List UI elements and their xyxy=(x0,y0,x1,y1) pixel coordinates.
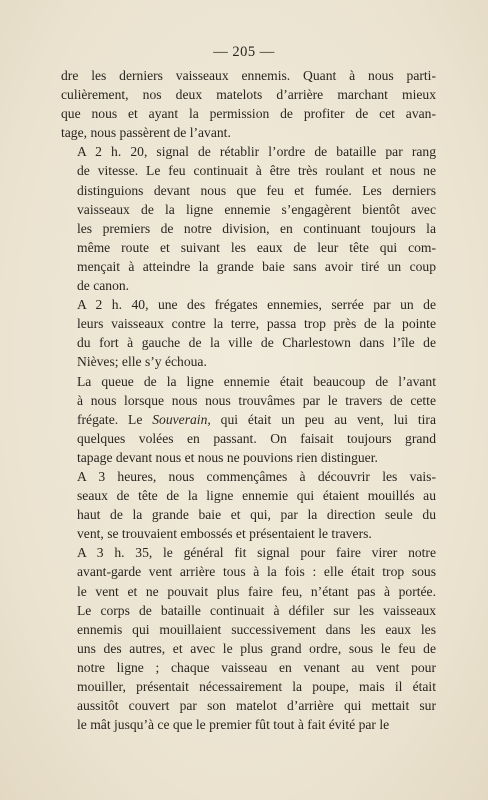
body-text xyxy=(61,66,436,734)
text-line: frégate. Le Souverain, qui était un peu au vent, lui tira xyxy=(77,411,436,427)
text-line: uns des autres, et avec le plus grand ordre, sous le feu de xyxy=(77,640,436,656)
text-line: mençait à atteindre la grande baie sans avoir tiré un coup xyxy=(77,258,436,274)
text-line: vaisseaux de la ligne ennemie s’engagèrent bientôt avec xyxy=(77,201,436,217)
text-line: aussitôt couvert par son matelot d’arrière qui mettait sur xyxy=(77,698,436,714)
text-line: le mât jusqu’à ce que le premier fût tout à fait évité par le xyxy=(77,717,390,733)
text-line: A 3 h. 35, le général fit signal pour faire virer notre xyxy=(77,545,436,561)
text-line: le vent et ne pouvait plus faire feu, n’étant pas à portée. xyxy=(77,583,436,599)
text-line: La queue de la ligne ennemie était beaucoup de l’avant xyxy=(77,373,436,389)
text-line: dre les derniers vaisseaux ennemis. Quant à nous parti- xyxy=(61,68,436,83)
paragraph xyxy=(61,372,436,467)
text-line: mouiller, présentait nécessairement la poupe, mais il était xyxy=(77,679,436,694)
text-line: de canon. xyxy=(77,278,130,294)
text-line: A 3 heures, nous commençâmes à découvrir les vais- xyxy=(77,468,436,484)
text-line: que nous et ayant la permission de profiter de cet avan- xyxy=(61,106,436,122)
text-line: du fort à gauche de la ville de Charlestown dans l’île de xyxy=(77,335,436,351)
page-number: — 205 — xyxy=(213,44,275,60)
text-line: A 2 h. 20, signal de rétablir l’ordre de bataille par rang xyxy=(77,144,436,160)
text-line: tapage devant nous et nous ne pouvions rien distinguer. xyxy=(77,449,378,465)
paragraph xyxy=(61,66,436,142)
paragraph xyxy=(61,543,436,734)
text-line: tage, nous passèrent de l’avant. xyxy=(61,125,231,141)
text-line: avant-garde vent arrière tous à la fois : elle était trop sous xyxy=(77,564,436,580)
paragraph xyxy=(61,142,436,295)
italic-text: Souverain, xyxy=(152,411,211,427)
text-line: Nièves; elle s’y échoua. xyxy=(77,354,207,370)
text-line: les premiers de notre division, en continuant toujours la xyxy=(77,220,436,236)
text-line: distinguions devant nous que feu et fumée. Les derniers xyxy=(77,182,436,198)
text-line: leurs vaisseaux contre la terre, passa trop près de la pointe xyxy=(77,316,436,332)
text-line: quelques volées en passant. On faisait toujours grand xyxy=(77,430,436,446)
text-line: seaux de tête de la ligne ennemie qui étaient mouillés au xyxy=(77,488,436,504)
text-line: à nous lorsque nous nous trouvâmes par le travers de cette xyxy=(77,392,436,408)
text-line: vent, se trouvaient embossés et présentaient le travers. xyxy=(77,526,372,542)
paragraph xyxy=(61,467,436,543)
text-line: Le corps de bataille continuait à défiler sur les vaisseaux xyxy=(77,602,436,618)
text-line: haut de la grande baie et qui, par la direction seule du xyxy=(77,507,436,523)
text-line: ennemis qui mouillaient successivement dans les eaux les xyxy=(77,621,436,637)
text-line: même route et suivant les eaux de leur tête qui com- xyxy=(77,239,436,255)
text-line: A 2 h. 40, une des frégates ennemies, serrée par un de xyxy=(77,297,436,313)
text-line: de vitesse. Le feu continuait à être très roulant et nous ne xyxy=(77,163,436,179)
paragraph xyxy=(61,295,436,371)
text-line: notre ligne ; chaque vaisseau en venant au vent pour xyxy=(77,659,436,675)
text-line: culièrement, nos deux matelots d’arrière marchant mieux xyxy=(61,87,436,103)
